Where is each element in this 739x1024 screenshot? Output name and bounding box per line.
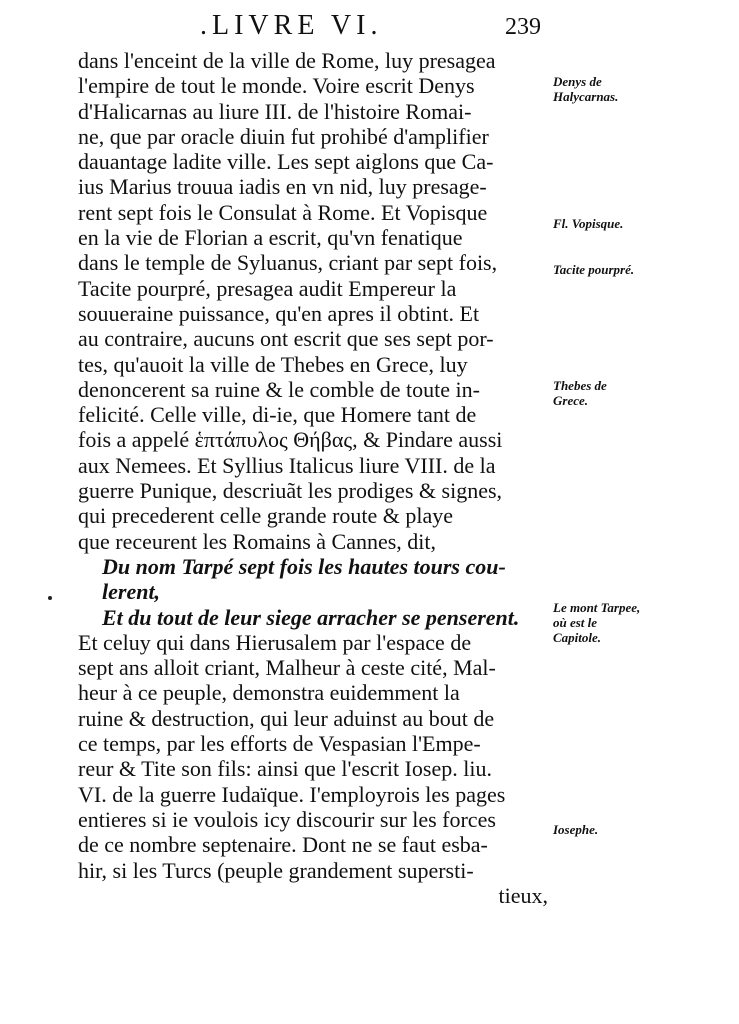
text-line: dans le temple de Syluanus, criant par sept fois, xyxy=(78,250,498,276)
margin-note-tarpee: Le mont Tarpee, où est le Capitole. xyxy=(553,600,641,645)
text-line: denoncerent sa ruine & le comble de toute in- xyxy=(78,376,480,402)
text-line: d'Halicarnas au liure III. de l'histoire Romai- xyxy=(78,98,472,124)
text-line: felicité. Celle ville, di-ie, que Homere tant de xyxy=(78,402,477,428)
text-line: rent sept fois le Consulat à Rome. Et Vopisque xyxy=(78,199,488,225)
text-line: en la vie de Florian a escrit, qu'vn fenatique xyxy=(78,225,463,251)
text-line: qui precederent celle grande route & playe xyxy=(78,503,454,529)
main-text-block xyxy=(78,48,548,908)
text-line: dauantage ladite ville. Les sept aiglons que Ca- xyxy=(78,149,494,175)
text-line: tes, qu'auoit la ville de Thebes en Grece, luy xyxy=(78,351,468,377)
text-line: Tacite pourpré, presagea audit Empereur la xyxy=(78,275,457,301)
text-line: Et celuy qui dans Hierusalem par l'espace de xyxy=(78,629,472,655)
text-line: ruine & destruction, qui leur aduinst au bout de xyxy=(78,705,495,731)
running-title: .LIVRE VI. xyxy=(200,10,383,41)
text-line: hir, si les Turcs (peuple grandement supersti- xyxy=(78,857,474,883)
text-line: aux Nemees. Et Syllius Italicus liure VIII. de la xyxy=(78,452,496,478)
text-line: souueraine puissance, qu'en apres il obtint. Et xyxy=(78,300,480,326)
margin-note-iosephe: Iosephe. xyxy=(553,822,599,837)
text-line: entieres si ie voulois icy discourir sur les forces xyxy=(78,806,496,832)
text-line: ne, que par oracle diuin fut prohibé d'amplifier xyxy=(78,123,489,149)
text-line: heur à ce peuple, demonstra euidemment la xyxy=(78,680,460,706)
ink-speck xyxy=(48,596,52,600)
text-line: fois a appelé ἑπτάπυλος Θήβας, & Pindare aussi xyxy=(78,427,503,453)
text-line: au contraire, aucuns ont escrit que ses sept por- xyxy=(78,326,494,352)
margin-note-denys: Denys de Halycarnas. xyxy=(553,74,619,104)
verse-line: Du nom Tarpé sept fois les hautes tours cou- xyxy=(102,553,506,579)
text-line: ius Marius trouua iadis en vn nid, luy presage- xyxy=(78,174,487,200)
page-header xyxy=(0,10,739,46)
text-line: guerre Punique, descriuãt les prodiges & signes, xyxy=(78,478,503,504)
page-number: 239 xyxy=(505,14,541,40)
margin-note-thebes: Thebes de Grece. xyxy=(553,378,607,408)
text-line: ce temps, par les efforts de Vespasian l'Empe- xyxy=(78,731,481,757)
verse-line: Et du tout de leur siege arracher se penserent. xyxy=(102,604,520,630)
margin-note-vopisque: Fl. Vopisque. xyxy=(553,216,624,231)
text-line: de ce nombre septenaire. Dont ne se faut esba- xyxy=(78,832,488,858)
text-line: sept ans alloit criant, Malheur à ceste cité, Mal- xyxy=(78,655,496,681)
text-line: l'empire de tout le monde. Voire escrit Denys xyxy=(78,73,475,99)
margin-note-tacite: Tacite pourpré. xyxy=(553,262,635,277)
verse-line: lerent, xyxy=(102,579,161,605)
text-line: reur & Tite son fils: ainsi que l'escrit Iosep. liu. xyxy=(78,756,492,782)
text-line: que receurent les Romains à Cannes, dit, xyxy=(78,528,437,554)
text-line: dans l'enceint de la ville de Rome, luy presagea xyxy=(78,48,496,73)
catchword: tieux, xyxy=(498,882,548,908)
text-line: VI. de la guerre Iudaïque. I'employrois les pages xyxy=(78,781,506,807)
